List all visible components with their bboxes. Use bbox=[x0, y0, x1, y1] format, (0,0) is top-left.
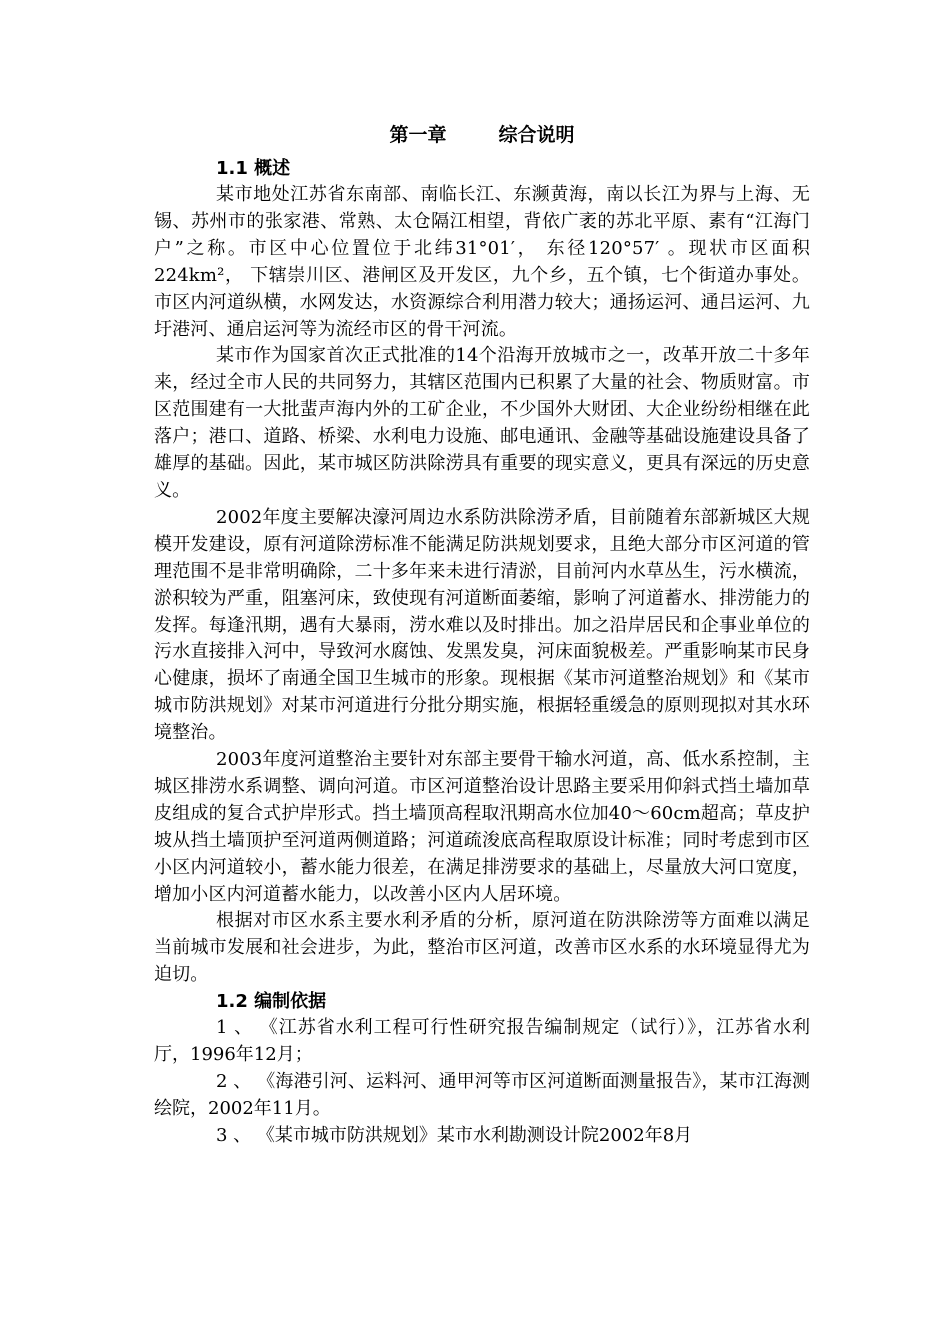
paragraph: 某市作为国家首次正式批准的14个沿海开放城市之一，改革开放二十多年来，经过全市人民的共同努力，其辖区范围内已积累了大量的社会、物质财富。市区范围建有一大批蜚声海内外的工矿企业，不少国外大财团、大企业纷纷相继在此落户；港口、道路、桥梁、水利电力设施、邮电通讯、金融等基础设施建设具备了雄厚的基础。因此，某市城区防洪除涝具有重要的现实意义，更具有深远的历史意义。 bbox=[154, 345, 810, 501]
paragraph: 某市地处江苏省东南部、南临长江、东濒黄海，南以长江为界与上海、无锡、苏州市的张家港、常熟、太仓隔江相望，背依广袤的苏北平原、素有“江海门户”之称。市区中心位置位于北纬31°01′， 东径120°57′ 。现状市区面积224km²， 下辖崇川区、港闸区及开发区，九个乡，五个镇，七个街道办事处。市区内河道纵横，水网发达，水资源综合利用潜力较大；通扬运河、通吕运河、九圩港河、通启运河等为流经市区的骨干河流。 bbox=[154, 184, 810, 340]
reference-item: 1 、 《江苏省水利工程可行性研究报告编制规定（试行）》，江苏省水利厅，1996年12月； bbox=[154, 1017, 810, 1066]
section-heading-basis: 1.2 编制依据 bbox=[216, 991, 327, 1013]
reference-item: 3 、 《某市城市防洪规划》某市水利勘测设计院2002年8月 bbox=[216, 1124, 693, 1146]
reference-item: 2 、 《海港引河、运料河、通甲河等市区河道断面测量报告》，某市江海测绘院，2002年11月。 bbox=[154, 1071, 810, 1119]
paragraph: 根据对市区水系主要水利矛盾的分析，原河道在防洪除涝等方面难以满足当前城市发展和社会进步，为此，整治市区河道，改善市区水系的水环境显得尤为迫切。 bbox=[154, 910, 810, 986]
paragraph: 2002年度主要解决濠河周边水系防洪除涝矛盾，目前随着东部新城区大规模开发建设，原有河道除涝标准不能满足防洪规划要求，且绝大部分市区河道的管理范围不是非常明确除，二十多年来未进行清淤，目前河内水草丛生，污水横流，淤积较为严重，阻塞河床，致使现有河道断面萎缩，影响了河道蓄水、排涝能力的发挥。每逢汛期，遇有大暴雨，涝水难以及时排出。加之沿岸居民和企事业单位的污水直接排入河中，导致河水腐蚀、发黑发臭，河床面貌极差。严重影响某市民身心健康，损坏了南通全国卫生城市的形象。现根据《某市河道整治规划》和《某市城市防洪规划》对某市河道进行分批分期实施，根据轻重缓急的原则现拟对其水环境整治。 bbox=[154, 506, 810, 744]
chapter-title bbox=[154, 118, 810, 152]
chapter-number: 第一章 bbox=[389, 124, 447, 146]
document-page bbox=[154, 118, 810, 1150]
chapter-name: 综合说明 bbox=[498, 124, 575, 146]
paragraph: 2003年度河道整治主要针对东部主要骨干输水河道，高、低水系控制，主城区排涝水系调整、调向河道。市区河道整治设计思路主要采用仰斜式挡土墙加草皮组成的复合式护岸形式。挡土墙顶高程取汛期高水位加40～60cm超高；草皮护坡从挡土墙顶护至河道两侧道路；河道疏浚底高程取原设计标准；同时考虑到市区小区内河道较小，蓄水能力很差，在满足排涝要求的基础上，尽量放大河口宽度，增加小区内河道蓄水能力，以改善小区内人居环境。 bbox=[154, 749, 810, 905]
section-heading-overview: 1.1 概述 bbox=[216, 158, 291, 179]
